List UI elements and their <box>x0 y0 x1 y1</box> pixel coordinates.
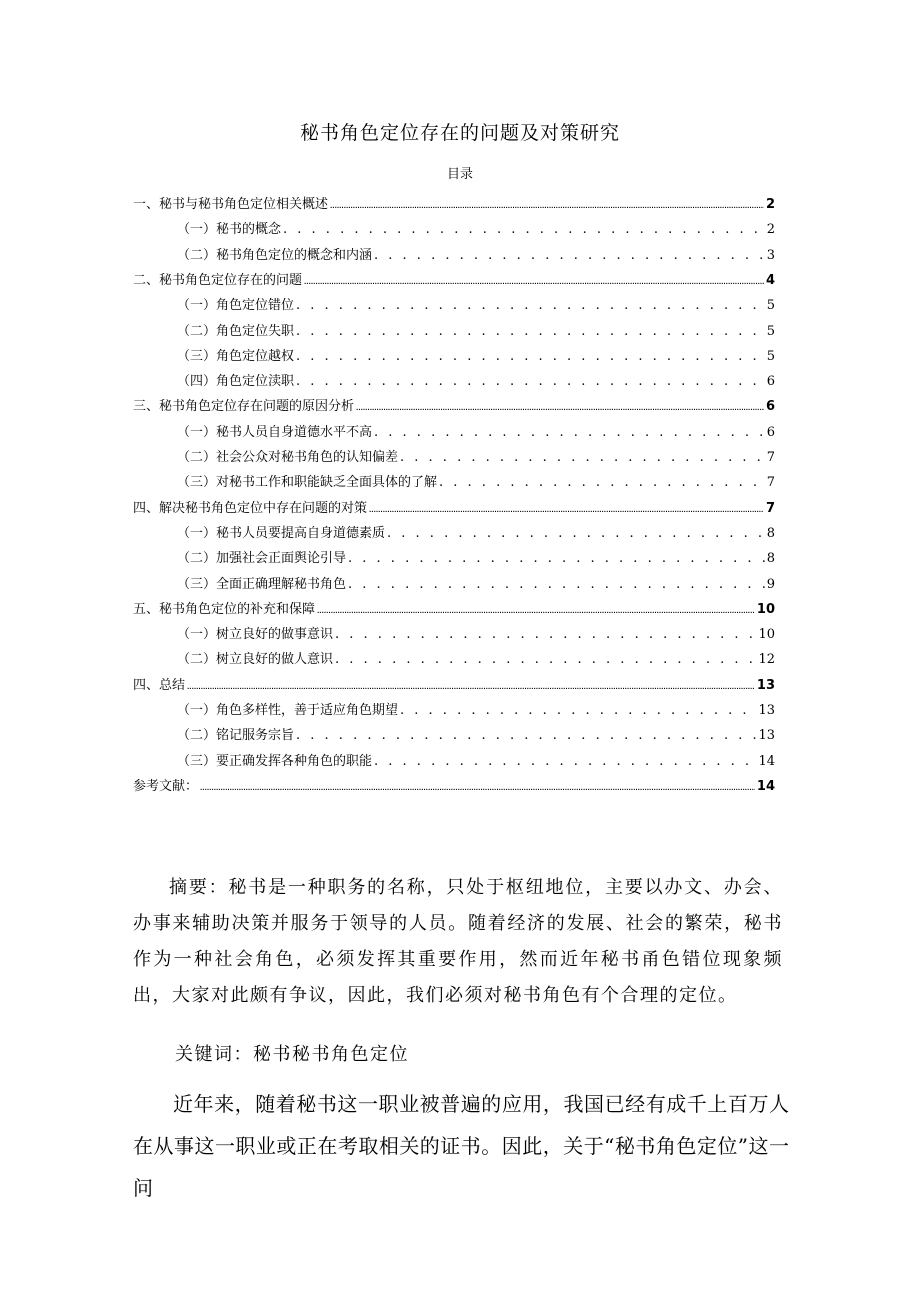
toc-page-number: 8 <box>766 526 775 541</box>
toc-dot-leader <box>356 399 764 419</box>
toc-entry[interactable] <box>177 750 775 770</box>
toc-page-number: 6 <box>766 374 775 389</box>
toc-entry-label: 五、秘书角色定位的补充和保障 <box>133 602 316 617</box>
toc-dot-leader <box>296 324 765 339</box>
toc-entry[interactable] <box>177 345 775 365</box>
toc-page-number: 7 <box>765 501 775 516</box>
toc-entry[interactable] <box>133 775 775 795</box>
toc-entry[interactable] <box>133 269 775 289</box>
toc-dot-leader <box>387 526 765 541</box>
toc-dot-leader <box>317 602 755 622</box>
toc-page-number: 6 <box>765 399 775 414</box>
toc-entry[interactable] <box>177 471 775 491</box>
toc-dot-leader <box>283 222 765 237</box>
toc-entry[interactable] <box>133 497 775 517</box>
document-title: 秘书角色定位存在的问题及对策研究 <box>299 122 620 144</box>
abstract-paragraph: 摘要：秘书是一种职务的名称，只处于枢纽地位，主要以办文、办会、办事来辅助决策并服务于领导的人员。随着经济的发展、社会的繁荣，秘书作为一种社会角色，必须发挥其重要作用，然而近年秘书甬色错位现象频出，大家对此颇有争议，因此，我们必须对秘书角色有个合理的定位。 <box>133 877 783 1006</box>
toc-entry[interactable] <box>177 294 775 314</box>
toc-page-number: 13 <box>756 678 775 693</box>
toc-page-number: 13 <box>758 703 775 718</box>
toc-dot-leader <box>330 197 764 217</box>
toc-dot-leader <box>335 627 756 642</box>
toc-dot-leader <box>374 754 756 769</box>
toc-dot-leader <box>374 248 765 263</box>
toc-dot-leader <box>296 349 765 364</box>
toc-entry[interactable] <box>177 244 775 264</box>
toc-page-number: 10 <box>756 602 775 617</box>
toc-page-number: 5 <box>766 324 775 339</box>
toc-page-number: 5 <box>766 298 775 313</box>
toc-entry-label: （二）社会公众对秘书角色的认知偏差 <box>177 450 399 465</box>
toc-entry[interactable] <box>177 623 775 643</box>
toc-entry-label: （一）秘书的概念 <box>177 222 282 237</box>
toc-entry-label: 二、秘书角色定位存在的问题 <box>133 273 303 288</box>
toc-dot-leader <box>348 551 765 566</box>
toc-page-number: 3 <box>766 248 775 263</box>
toc-entry-label: （一）角色多样性，善于适应角色期望 <box>177 703 399 718</box>
toc-dot-leader <box>200 779 755 799</box>
toc-entry[interactable] <box>177 320 775 340</box>
toc-entry-label: （三）要正确发挥各种角色的职能 <box>177 754 373 769</box>
toc-entry-label: （一）树立良好的做事意识 <box>177 627 334 642</box>
toc-page-number: 14 <box>756 779 775 794</box>
toc-entry[interactable] <box>133 395 775 415</box>
toc-entry-label: （三）对秘书工作和职能缺乏全面具体的了解 <box>177 475 438 490</box>
toc-page-number: 2 <box>766 222 775 237</box>
toc-page-number: 4 <box>765 273 775 288</box>
toc-page-number: 6 <box>766 425 775 440</box>
toc-entry[interactable] <box>177 648 775 668</box>
toc-entry-label: 一、秘书与秘书角色定位相关概述 <box>133 197 329 212</box>
toc-entry[interactable] <box>177 699 775 719</box>
toc-entry[interactable] <box>177 218 775 238</box>
toc-entry[interactable] <box>177 547 775 567</box>
toc-entry[interactable] <box>133 598 775 618</box>
toc-dot-leader <box>187 678 755 698</box>
toc-dot-leader <box>296 298 765 313</box>
toc-entry[interactable] <box>177 522 775 542</box>
toc-entry[interactable] <box>177 421 775 441</box>
toc-entry-label: （三）全面正确理解秘书角色 <box>177 577 347 592</box>
body-paragraph: 近年来，随着秘书这一职业被普遍的应用，我国已经有成千上百万人在从事这一职业或正在考取相关的证书。因此，关于“秘书角色定位”这一问 <box>133 1092 789 1200</box>
toc-entry[interactable] <box>177 573 775 593</box>
toc-heading: 目录 <box>446 167 473 182</box>
keywords-line: 关键词：秘书秘书角色定位 <box>175 1044 409 1065</box>
toc-dot-leader <box>400 703 756 718</box>
toc-dot-leader <box>296 374 765 389</box>
toc-dot-leader <box>304 273 764 293</box>
toc-entry-label: （四）角色定位渎职 <box>177 374 295 389</box>
toc-page-number: 7 <box>766 450 775 465</box>
toc-dot-leader <box>296 728 756 743</box>
toc-dot-leader <box>348 577 765 592</box>
toc-dot-leader <box>374 425 765 440</box>
toc-dot-leader <box>400 450 765 465</box>
toc-page-number: 5 <box>766 349 775 364</box>
toc-dot-leader <box>335 652 756 667</box>
toc-page-number: 2 <box>765 197 775 212</box>
toc-entry[interactable] <box>133 193 775 213</box>
toc-page-number: 7 <box>766 475 775 490</box>
toc-entry-label: 参考文献： <box>133 779 199 794</box>
toc-entry[interactable] <box>177 446 775 466</box>
toc-page-number: 9 <box>766 577 775 592</box>
toc-entry[interactable] <box>133 674 775 694</box>
toc-dot-leader <box>439 475 765 490</box>
toc-page-number: 10 <box>758 627 775 642</box>
toc-entry-label: 四、解决秘书角色定位中存在问题的对策 <box>133 501 368 516</box>
toc-entry-label: （一）角色定位错位 <box>177 298 295 313</box>
toc-entry-label: （二）秘书角色定位的概念和内涵 <box>177 248 373 263</box>
toc-entry[interactable] <box>177 370 775 390</box>
toc-page-number: 14 <box>758 754 775 769</box>
toc-entry-label: （二）加强社会正面舆论引导 <box>177 551 347 566</box>
toc-entry[interactable] <box>177 724 775 744</box>
toc-entry-label: （二）角色定位失职 <box>177 324 295 339</box>
toc-entry-label: （二）树立良好的做人意识 <box>177 652 334 667</box>
toc-page-number: 8 <box>766 551 775 566</box>
toc-page-number: 12 <box>758 652 775 667</box>
toc-entry-label: 三、秘书角色定位存在问题的原因分析 <box>133 399 355 414</box>
toc-entry-label: （一）秘书人员自身道德水平不高 <box>177 425 373 440</box>
toc-page-number: 13 <box>758 728 775 743</box>
toc-entry-label: （一）秘书人员要提高自身道德素质 <box>177 526 386 541</box>
toc-dot-leader <box>369 501 764 521</box>
toc-entry-label: （三）角色定位越权 <box>177 349 295 364</box>
toc-entry-label: （二）铭记服务宗旨 <box>177 728 295 743</box>
toc-entry-label: 四、总结 <box>133 678 186 693</box>
